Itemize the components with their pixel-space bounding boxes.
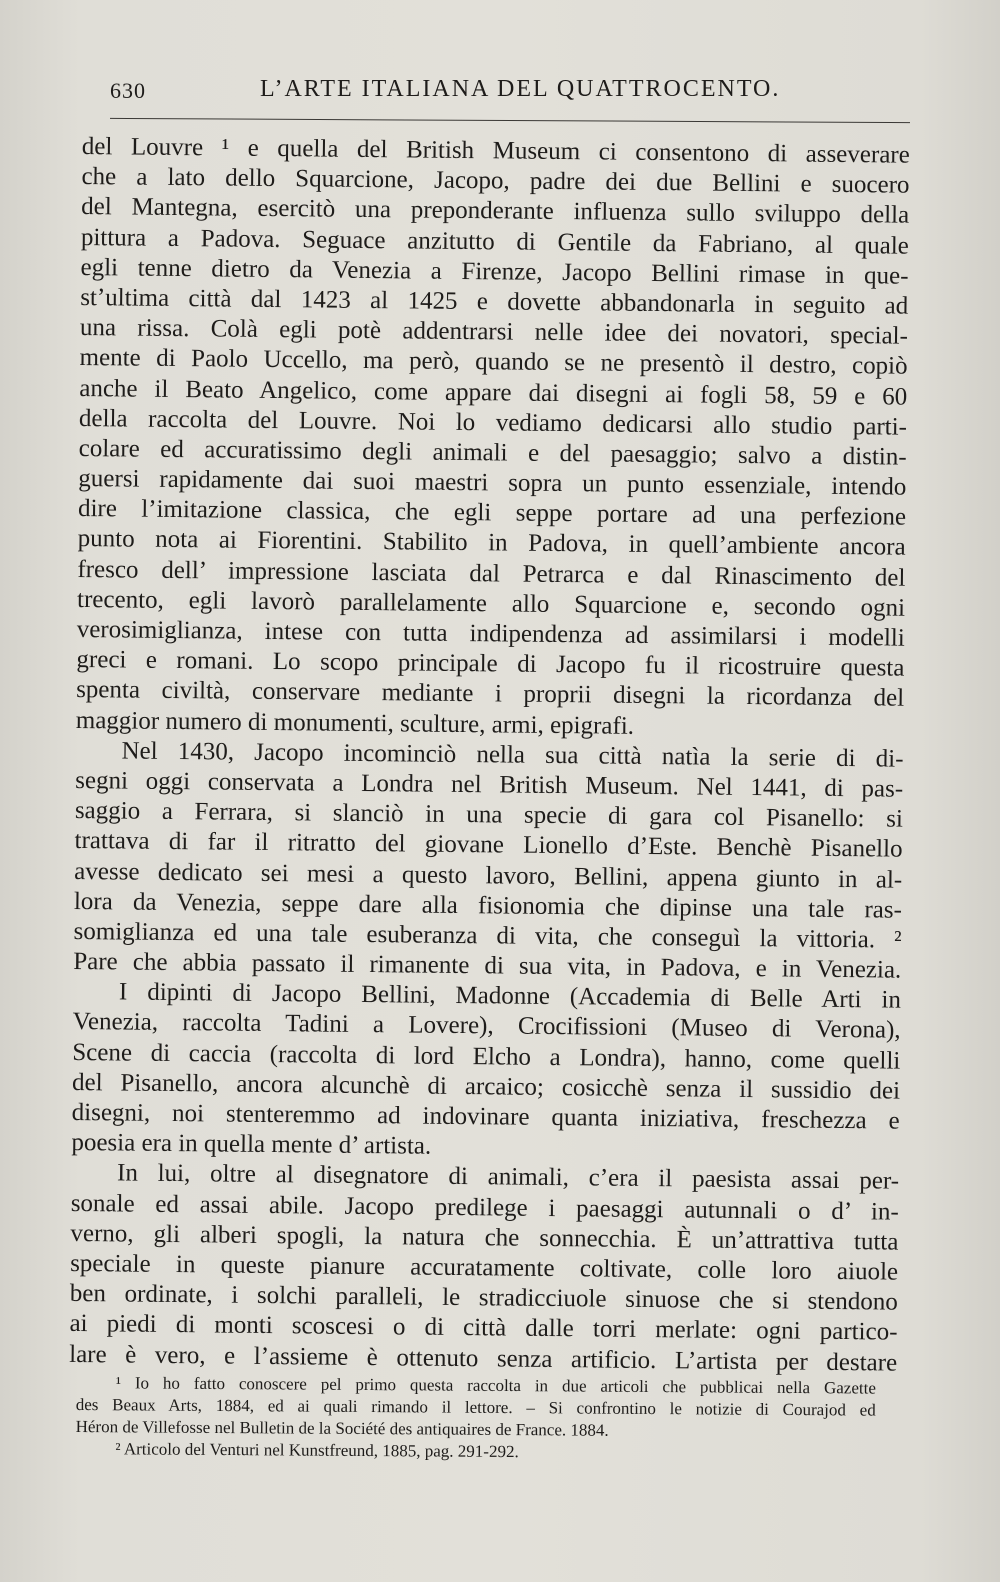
text-line: Pare che abbia passato il rimanente di sua vita, in Padova, e in Venezia. xyxy=(73,948,902,984)
text-line: verosimiglianza, intese con tutta indipendenza ad assimilarsi i modelli xyxy=(76,615,905,652)
text-line: In lui, oltre al disegnatore di animali, c’era il paesista assai per- xyxy=(116,1159,900,1195)
text-line: avesse dedicato sei mesi a questo lavoro, Bellini, appena giunto in al- xyxy=(74,857,903,894)
footnote-line: Héron de Villefosse nel Bulletin de la Société des antiquaires de France. 1884. xyxy=(75,1416,609,1440)
text-line: del Pisanello, ancora alcunchè di arcaico; cosicchè senza il sussidio dei xyxy=(71,1068,901,1105)
text-line: poesia era in quella mente d’ artista. xyxy=(71,1129,432,1160)
text-line: Venezia, raccolta Tadini a Lovere), Crocifissioni (Museo di Verona), xyxy=(72,1008,901,1045)
text-line: colare ed accuratissimo degli animali e del paesaggio; salvo a distin- xyxy=(78,434,907,471)
text-line: lare è vero, e l’assieme è ottenuto senza artificio. L’artista per destare xyxy=(69,1340,898,1377)
text-line: guersi rapidamente dai suoi maestri sopra un punto essenziale, intendo xyxy=(78,465,907,501)
text-line: trecento, egli lavorò parallelamente allo Squarcione e, secondo ogni xyxy=(76,585,906,622)
text-line: della raccolta del Louvre. Noi lo vediamo dedicarsi allo studio parti- xyxy=(78,404,908,441)
text-line: una rissa. Colà egli potè addentrarsi nelle idee dei novatori, special- xyxy=(79,314,909,350)
text-line: st’ultima città dal 1423 al 1425 e dovette abbandonarla in seguito ad xyxy=(80,283,909,320)
text-line: punto nota ai Fiorentini. Stabilito in Padova, in quell’ambiente ancora xyxy=(77,525,906,562)
text-line: Scene di caccia (raccolta di lord Elcho a Londra), hanno, come quelli xyxy=(72,1038,901,1075)
footnotes xyxy=(75,1372,876,1466)
body-text xyxy=(69,132,910,1378)
text-line: pittura a Padova. Seguace anzitutto di Gentile da Fabriano, al quale xyxy=(80,223,909,260)
text-line: I dipinti di Jacopo Bellini, Madonne (Accademia di Belle Arti in xyxy=(118,978,902,1014)
page-header xyxy=(110,70,910,110)
footnote-line: ¹ Io ho fatto conoscere pel primo questa raccolta in due articoli che pubblicai nella Gazette xyxy=(115,1373,876,1398)
text-line: anche il Beato Angelico, come appare dai disegni ai fogli 58, 59 e 60 xyxy=(79,374,908,411)
text-line: trattava di far il ritratto del giovane Lionello d’Este. Benchè Pisanello xyxy=(74,827,903,863)
text-line: sonale ed assai abile. Jacopo predilege i paesaggi autunnali o d’ in- xyxy=(70,1189,899,1226)
text-line: saggio a Ferrara, si slanciò in una specie di gara col Pisanello: si xyxy=(74,797,903,833)
text-line: ben ordinate, i solchi paralleli, le stradicciuole sinuose che si stendono xyxy=(69,1280,898,1316)
text-line: ai piedi di monti scoscesi o di città dalle torri merlate: ogni partico- xyxy=(69,1310,898,1346)
text-line: egli tenne dietro da Venezia a Firenze, Jacopo Bellini rimase in que- xyxy=(80,253,909,290)
text-line: Nel 1430, Jacopo incominciò nella sua città natìa la serie di di- xyxy=(121,737,904,773)
text-line: somiglianza ed una tale esuberanza di vita, che conseguì la vittoria. ² xyxy=(73,917,902,954)
footnote-line: ² Articolo del Venturi nel Kunstfreund, 1885, pag. 291-292. xyxy=(115,1439,519,1462)
text-line: disegni, noi stenteremmo ad indovinare quanta iniziativa, freschezza e xyxy=(71,1098,900,1135)
text-line: del Louvre ¹ e quella del British Museum ci consentono di asseverare xyxy=(81,132,910,169)
text-line: del Mantegna, esercitò una preponderante influenza sullo sviluppo della xyxy=(81,193,910,230)
running-title: L’ARTE ITALIANA DEL QUATTROCENTO. xyxy=(260,76,781,102)
text-line: che a lato dello Squarcione, Jacopo, padre dei due Bellini e suocero xyxy=(81,163,910,199)
page-number: 630 xyxy=(110,78,146,103)
header-rule xyxy=(110,118,910,123)
footnote-line: des Beaux Arts, 1884, ed ai quali rimando il lettore. – Si confrontino le notizie di Courajod ed xyxy=(75,1394,876,1420)
text-line: greci e romani. Lo scopo principale di Jacopo fu il ricostruire questa xyxy=(76,646,905,682)
text-line: spenta civiltà, conservare mediante i proprii disegni la ricordanza del xyxy=(76,676,905,713)
text-line: dire l’imitazione classica, che egli seppe portare ad una perfezione xyxy=(77,495,907,531)
text-line: mente di Paolo Uccello, ma però, quando se ne presentò il destro, copiò xyxy=(79,344,908,380)
text-line: lora da Venezia, seppe dare alla fisionomia che dipinse una tale ras- xyxy=(73,887,903,924)
text-line: speciale in queste pianure accuratamente coltivate, colle loro aiuole xyxy=(70,1249,899,1286)
text-line: segni oggi conservata a Londra nel British Museum. Nel 1441, di pas- xyxy=(75,766,904,803)
text-line: fresco dell’ impressione lasciata dal Petrarca e dal Rinascimento del xyxy=(77,555,906,592)
text-line: maggior numero di monumenti, sculture, armi, epigrafi. xyxy=(75,706,635,740)
text-line: verno, gli alberi spogli, la natura che sonnecchia. È un’attrattiva tutta xyxy=(70,1219,899,1256)
